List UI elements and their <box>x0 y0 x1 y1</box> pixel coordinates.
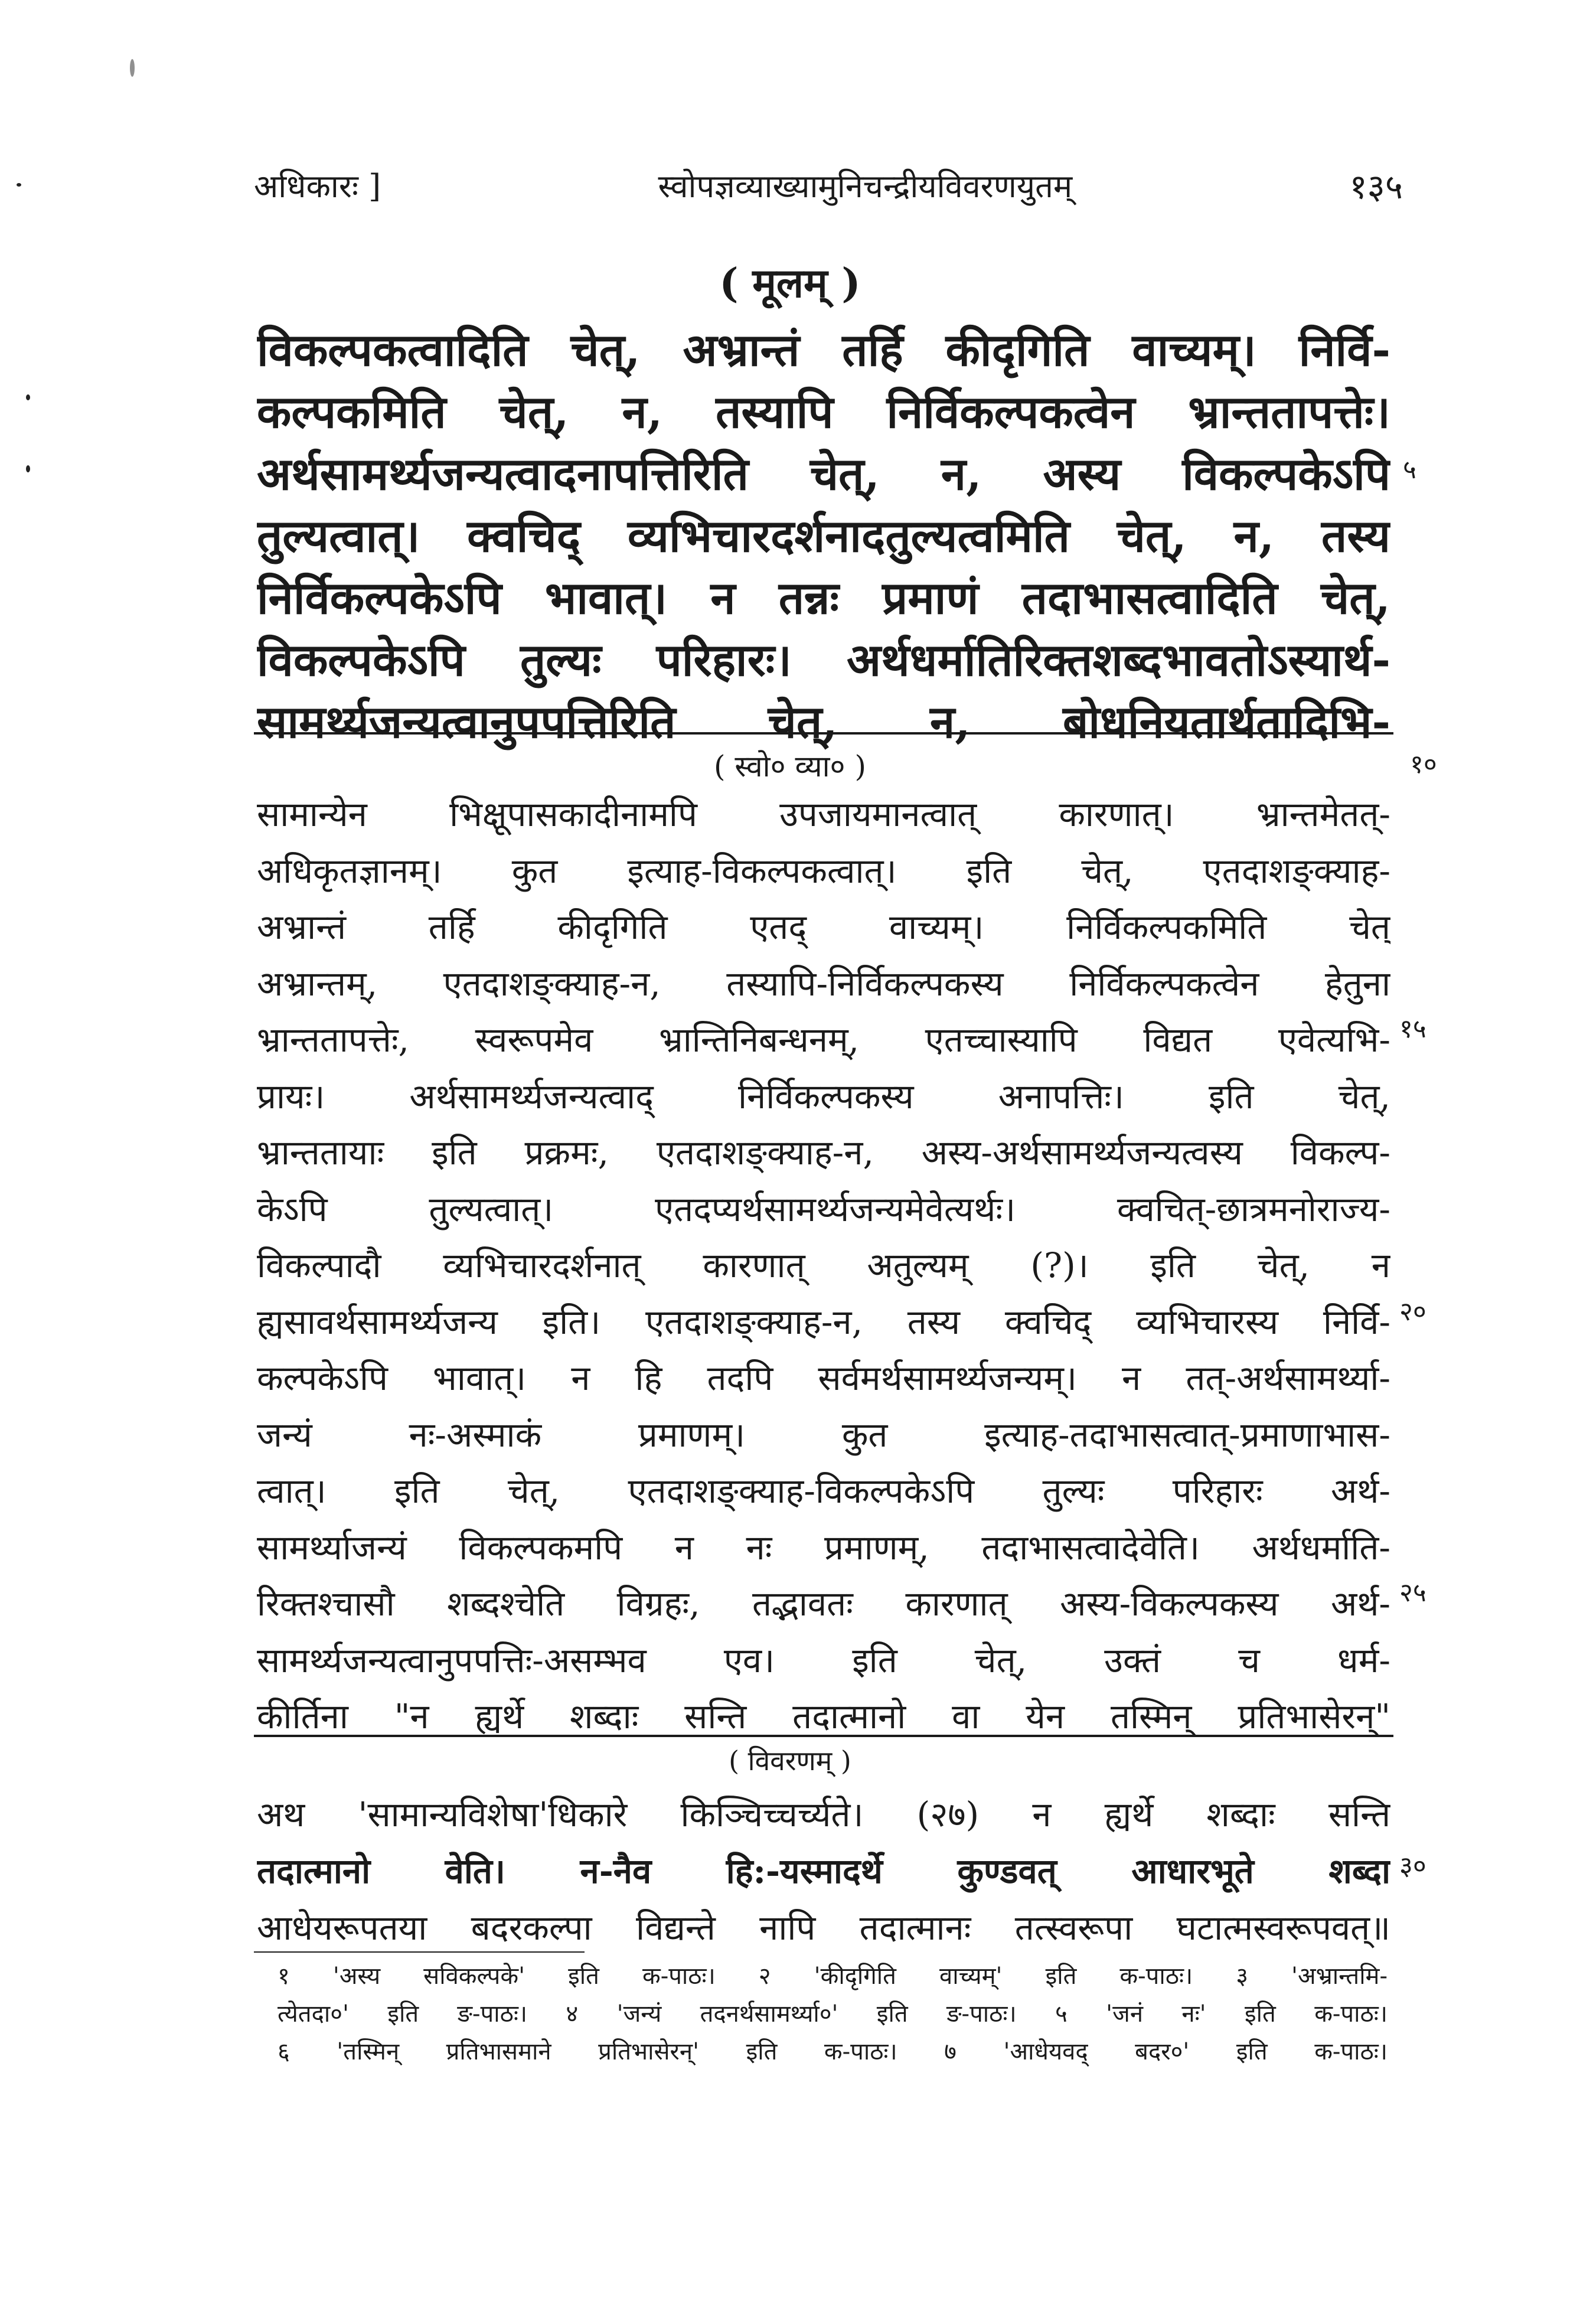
commentary-line: प्रायः। अर्थसामर्थ्यजन्यत्वाद् निर्विकल्पकस्य अनापत्तिः। इति चेत्, <box>257 1076 1390 1117</box>
commentary-line: सामर्थ्याजन्यं विकल्पकमपि न नः प्रमाणम्, तदाभासत्वादेवेति। अर्थधर्माति- <box>257 1527 1390 1568</box>
line-number: ५ <box>1403 455 1416 485</box>
commentary-line: ह्यसावर्थसामर्थ्यजन्य इति। एतदाशङ्क्याह-न, तस्य क्वचिद् व्यभिचारस्य निर्वि- <box>257 1301 1390 1342</box>
mool-text <box>257 319 1390 753</box>
commentary-line: सामान्येन भिक्षूपासकादीनामपि उपजायमानत्वात् कारणात्। भ्रान्तमेतत्- <box>257 794 1390 834</box>
line-number: २० <box>1399 1297 1426 1327</box>
line-number: १५ <box>1399 1014 1426 1044</box>
footnote-line: १ 'अस्य सविकल्पके' इति क-पाठः। २ 'कीदृगिति वाच्यम्' इति क-पाठः। ३ 'अभ्रान्तमि- <box>278 1963 1388 1990</box>
commentary-line: भ्रान्ततायाः इति प्रक्रमः, एतदाशङ्क्याह-न, अस्य-अर्थसामर्थ्यजन्यत्वस्य विकल्प- <box>257 1132 1390 1173</box>
vivarana-commentary <box>257 1786 1390 1956</box>
commentary-line: भ्रान्ततापत्तेः, स्वरूपमेव भ्रान्तिनिबन्धनम्, एतच्चास्यापि विद्यत एवेत्यभि- <box>257 1020 1390 1060</box>
commentary-line: जन्यं नः-अस्माकं प्रमाणम्। कुत इत्याह-तदाभासत्वात्-प्रमाणाभास- <box>257 1414 1390 1455</box>
mool-line: कल्पकमिति चेत्, न, तस्यापि निर्विकल्पकत्वेन भ्रान्ततापत्तेः। <box>257 386 1390 438</box>
mool-heading: ( मूलम् ) <box>719 260 861 307</box>
running-header <box>254 158 1403 211</box>
commentary-line: विकल्पादौ व्यभिचारदर्शनात् कारणात् अतुल्यम् (?)। इति चेत्, न <box>257 1245 1390 1285</box>
line-number: २५ <box>1399 1578 1426 1608</box>
commentary-line: अधिकृतज्ञानम्। कुत इत्याह-विकल्पकत्वात्। इति चेत्, एतदाशङ्क्याह- <box>257 850 1390 891</box>
section-divider <box>254 1735 1393 1737</box>
commentary-line: अभ्रान्तं तर्हि कीदृगिति एतद् वाच्यम्। निर्विकल्पकमिति चेत् <box>257 907 1390 947</box>
mool-line: विकल्पकत्वादिति चेत्, अभ्रान्तं तर्हि कीदृगिति वाच्यम्। निर्वि- <box>257 324 1390 376</box>
line-number: ३० <box>1399 1851 1426 1881</box>
mool-line: सामर्थ्यजन्यत्वानुपपत्तिरिति चेत्, न, बोधनियतार्थतादिभि- <box>257 696 1390 748</box>
footnote-rule <box>254 1951 585 1953</box>
commentary-line: अभ्रान्तम्, एतदाशङ्क्याह-न, तस्यापि-निर्विकल्पकस्य निर्विकल्पकत्वेन हेतुना <box>257 963 1390 1004</box>
footnotes <box>278 1957 1388 2071</box>
svopajna-commentary <box>257 786 1390 1745</box>
vivarana-line: तदात्मानो वेति। न-नैव हि:-यस्मादर्थे कुण्डवत् आधारभूते शब्दा <box>257 1851 1390 1891</box>
section-divider <box>254 732 1393 735</box>
commentary-line: कीर्तिना "न ह्यर्थे शब्दाः सन्ति तदात्मानो वा येन तस्मिन् प्रतिभासेरन्" <box>257 1696 1390 1737</box>
running-title: स्वोपज्ञव्याख्यामुनिचन्द्रीयविवरणयुतम् <box>658 168 1073 205</box>
footnote-line: ६ 'तस्मिन् प्रतिभासमाने प्रतिभासेरन्' इति क-पाठः। ७ 'आधेयवद् बदर०' इति क-पाठः। <box>278 2038 1388 2065</box>
page-number: १३५ <box>1349 166 1403 207</box>
commentary-line: कल्पकेऽपि भावात्। न हि तदपि सर्वमर्थसामर्थ्यजन्यम्। न तत्-अर्थसामर्थ्या- <box>257 1358 1390 1398</box>
vivarana-heading: ( विवरणम् ) <box>729 1745 851 1777</box>
commentary-line: त्वात्। इति चेत्, एतदाशङ्क्याह-विकल्पकेऽपि तुल्यः परिहारः अर्थ- <box>257 1471 1390 1511</box>
svopajna-heading: ( स्वो० व्या० ) <box>714 749 866 784</box>
vivarana-line: आधेयरूपतया बदरकल्पा विद्यन्ते नापि तदात्मानः तत्स्वरूपा घटात्मस्वरूपवत्॥ <box>257 1908 1390 1948</box>
chapter-marker: अधिकारः ] <box>254 168 381 205</box>
mool-line: अर्थसामर्थ्यजन्यत्वादनापत्तिरिति चेत्, न, अस्य विकल्पकेऽपि <box>257 448 1390 500</box>
mool-line: तुल्यत्वात्। क्वचिद् व्यभिचारदर्शनादतुल्यत्वमिति चेत्, न, तस्य <box>257 510 1390 562</box>
footnote-line: त्येतदा०' इति ङ-पाठः। ४ 'जन्यं तदनर्थसामर्थ्या०' इति ङ-पाठः। ५ 'जनं नः' इति क-पाठः। <box>278 2000 1388 2028</box>
commentary-line: सामर्थ्यजन्यत्वानुपपत्तिः-असम्भव एव। इति चेत्, उक्तं च धर्म- <box>257 1640 1390 1680</box>
mool-line: विकल्पकेऽपि तुल्यः परिहारः। अर्थधर्मातिरिक्तशब्दभावतोऽस्यार्थ- <box>257 634 1390 686</box>
mool-line: निर्विकल्पकेऽपि भावात्। न तन्नः प्रमाणं तदाभासत्वादिति चेत्, <box>257 572 1390 624</box>
commentary-line: केऽपि तुल्यत्वात्। एतदप्यर्थसामर्थ्यजन्यमेवेत्यर्थः। क्वचित्-छात्रमनोराज्य- <box>257 1189 1390 1229</box>
line-number: १० <box>1410 749 1437 779</box>
vivarana-line: अथ 'सामान्यविशेषा'धिकारे किञ्चिच्चर्च्यते। (२७) न ह्यर्थे शब्दाः सन्ति <box>257 1794 1390 1835</box>
commentary-line: रिक्तश्चासौ शब्दश्चेति विग्रहः, तद्भावतः कारणात् अस्य-विकल्पकस्य अर्थ- <box>257 1584 1390 1624</box>
